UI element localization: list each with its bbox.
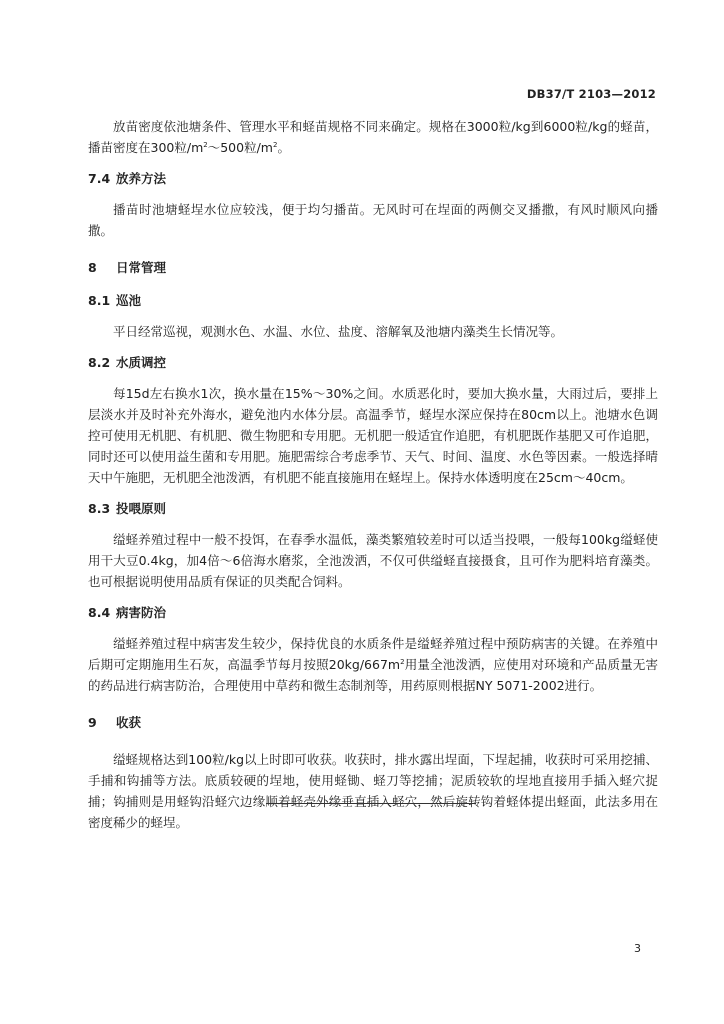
section-title: 水质调控 (116, 355, 167, 370)
paragraph-stocking-method: 播苗时池塘蛏埕水位应较浅，便于均匀播苗。无风时可在埕面的两侧交叉播撒，有风时顺风向播撒。 (88, 202, 658, 238)
section-number: 9 (88, 715, 97, 730)
section-title: 日常管理 (116, 260, 167, 275)
paragraph-disease-control (88, 633, 658, 696)
section-number: 8.1 (88, 293, 111, 308)
paragraph-pond-patrol: 平日经常巡视，观测水色、水温、水位、盐度、溶解氧及池塘内藻类生长情况等。 (113, 324, 564, 339)
section-heading-8-4 (88, 602, 658, 623)
section-number: 8 (88, 260, 97, 275)
section-number: 8.2 (88, 355, 111, 370)
section-heading-9 (88, 712, 658, 733)
section-heading-7-4 (88, 168, 658, 189)
paragraph-text: ～500粒/m (207, 140, 273, 155)
superscript: 2 (272, 140, 278, 149)
section-heading-8 (88, 257, 658, 278)
standard-code: DB37/T 2103—2012 (526, 87, 656, 101)
section-number: 8.3 (88, 501, 111, 516)
paragraph-stocking-density (88, 116, 658, 158)
end-of-document-rule (266, 803, 476, 804)
page-content (88, 116, 658, 833)
section-heading-8-2 (88, 352, 658, 373)
paragraph-text: 放苗密度依池塘条件、管理水平和蛏苗规格不同来确定。规格在3000粒/kg到6000粒/kg的蛏苗，播苗密度在300粒/m (88, 119, 658, 155)
paragraph-harvest: 缢蛏规格达到100粒/kg以上时即可收获。收获时，排水露出埕面，下埕起捕，收获时可采用挖捕、手捕和钩捕等方法。底质较硬的埕地，使用蛏锄、蛏刀等挖捕；泥质较软的埕地直接用手插入蛏穴捉捕；钩捕则是用蛏钩沿蛏穴边缘顺着蛏壳外缘垂直插入蛏穴，然后旋转钩着蛏体提出蛏面，此法多用在密度稀少的蛏埕。 (88, 752, 658, 830)
section-title: 巡池 (116, 293, 142, 308)
section-heading-8-3 (88, 498, 658, 519)
paragraph-text: 用量全池泼洒，应使用对环境和产品质量无害的药品进行病害防治，合理使用中草药和微生态制剂等，用药原则根据NY 5071-2002进行。 (88, 657, 658, 693)
section-heading-8-1 (88, 290, 658, 311)
section-number: 8.4 (88, 605, 111, 620)
section-number: 7.4 (88, 171, 111, 186)
superscript: 2 (203, 140, 208, 149)
page-number: 3 (634, 942, 641, 955)
section-title: 收获 (116, 715, 142, 730)
section-title: 病害防治 (116, 605, 167, 620)
superscript: 2 (400, 657, 405, 666)
paragraph-text: 。 (277, 140, 290, 155)
section-title: 放养方法 (116, 171, 167, 186)
paragraph-text: 缢蛏养殖过程中病害发生较少，保持优良的水质条件是缢蛏养殖过程中预防病害的关键。在养殖中后期可定期施用生石灰，高温季节每月按照20kg/667m (88, 636, 658, 672)
section-title: 投喂原则 (116, 501, 167, 516)
paragraph-feeding: 缢蛏养殖过程中一般不投饵，在春季水温低，藻类繁殖较差时可以适当投喂，一般每100kg缢蛏使用干大豆0.4kg，加4倍～6倍海水磨浆，全池泼洒，不仅可供缢蛏直接摄食，且可作为肥料培育藻类。也可根据说明使用品质有保证的贝类配合饲料。 (88, 532, 658, 589)
paragraph-water-quality: 每15d左右换水1次，换水量在15%～30%之间。水质恶化时，要加大换水量，大雨过后，要排上层淡水并及时补充外海水，避免池内水体分层。高温季节，蛏埕水深应保持在80cm以上。池塘水色调控可使用无机肥、有机肥、微生物肥和专用肥。无机肥一般适宜作追肥，有机肥既作基肥又可作追肥，同时还可以使用益生菌和专用肥。施肥需综合考虑季节、天气、时间、温度、水色等因素。一般选择晴天中午施肥，无机肥全池泼洒，有机肥不能直接施用在蛏埕上。保持水体透明度在25cm～40cm。 (88, 386, 658, 485)
